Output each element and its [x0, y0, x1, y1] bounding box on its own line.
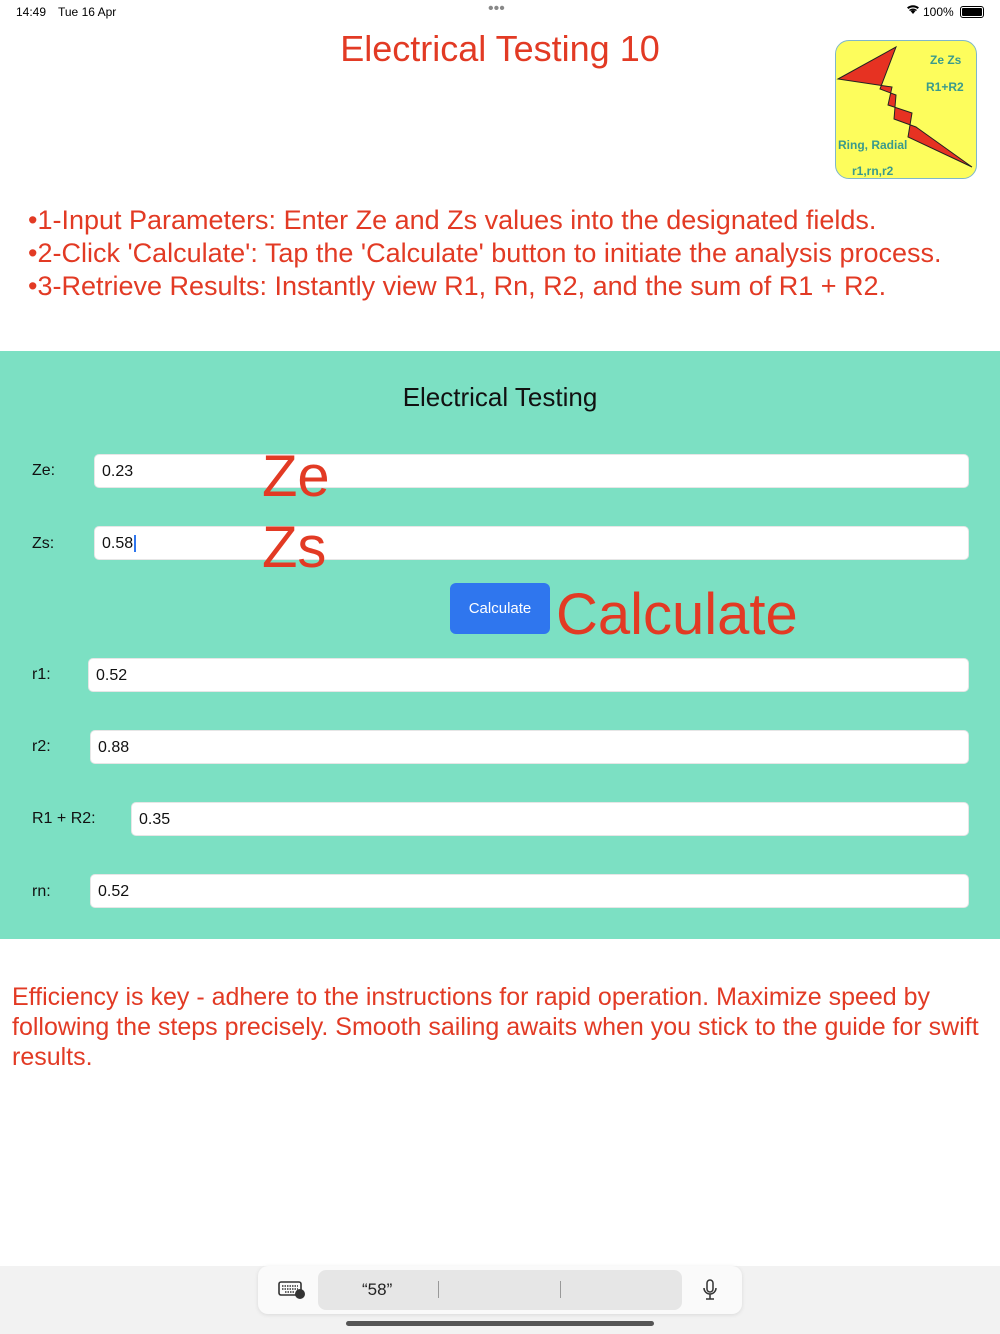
r1-r2-label: R1 + R2:: [32, 810, 96, 827]
zs-input[interactable]: 0.58: [94, 526, 969, 560]
instruction-item: •3-Retrieve Results: Instantly view R1, Rn, R2, and the sum of R1 + R2.: [28, 271, 887, 301]
page-title: Electrical Testing 10: [340, 28, 660, 69]
multitask-dots-icon[interactable]: •••: [488, 0, 505, 17]
wifi-icon: [906, 3, 920, 18]
suggestion-item[interactable]: “58”: [362, 1280, 393, 1299]
text-cursor: [134, 535, 136, 552]
rn-output[interactable]: 0.52: [90, 874, 969, 908]
footer-text: Efficiency is key - adhere to the instructions for rapid operation. Maximize speed by following the steps precisely. Smooth sailing awaits when you stick to the guide for swift results.: [12, 983, 979, 1071]
status-time: 14:49: [16, 5, 47, 19]
ze-label: Ze:: [32, 462, 56, 479]
zs-hint: Zs: [262, 515, 327, 580]
instructions-list: [28, 204, 942, 303]
calculate-hint: Calculate: [556, 582, 798, 647]
microphone-icon[interactable]: [703, 1279, 717, 1306]
keyboard-icon[interactable]: [278, 1281, 306, 1304]
calculator-panel: [0, 351, 1000, 939]
r2-label: r2:: [32, 738, 51, 755]
ze-hint: Ze: [262, 444, 330, 509]
rn-label: rn:: [32, 883, 51, 900]
instruction-item: •2-Click 'Calculate': Tap the 'Calculate' button to initiate the analysis process.: [28, 238, 942, 268]
home-indicator[interactable]: [346, 1321, 654, 1326]
panel-title: Electrical Testing: [402, 382, 598, 412]
instruction-item: •1-Input Parameters: Enter Ze and Zs values into the designated fields.: [28, 205, 877, 235]
status-date: Tue 16 Apr: [58, 5, 117, 19]
r1-output[interactable]: 0.52: [88, 658, 969, 692]
divider: [438, 1281, 439, 1298]
battery-percent: 100%: [923, 5, 954, 19]
zs-label: Zs:: [32, 535, 55, 552]
r2-output[interactable]: 0.88: [90, 730, 969, 764]
r1-label: r1:: [32, 666, 51, 683]
ze-input[interactable]: 0.23: [94, 454, 969, 488]
divider: [560, 1281, 561, 1298]
battery-icon: [960, 6, 984, 18]
r1-r2-output[interactable]: 0.35: [131, 802, 969, 836]
calculate-button[interactable]: Calculate: [450, 583, 550, 634]
app-logo: Ze Zs R1+R2 Ring, Radial r1,rn,r2: [835, 40, 977, 179]
